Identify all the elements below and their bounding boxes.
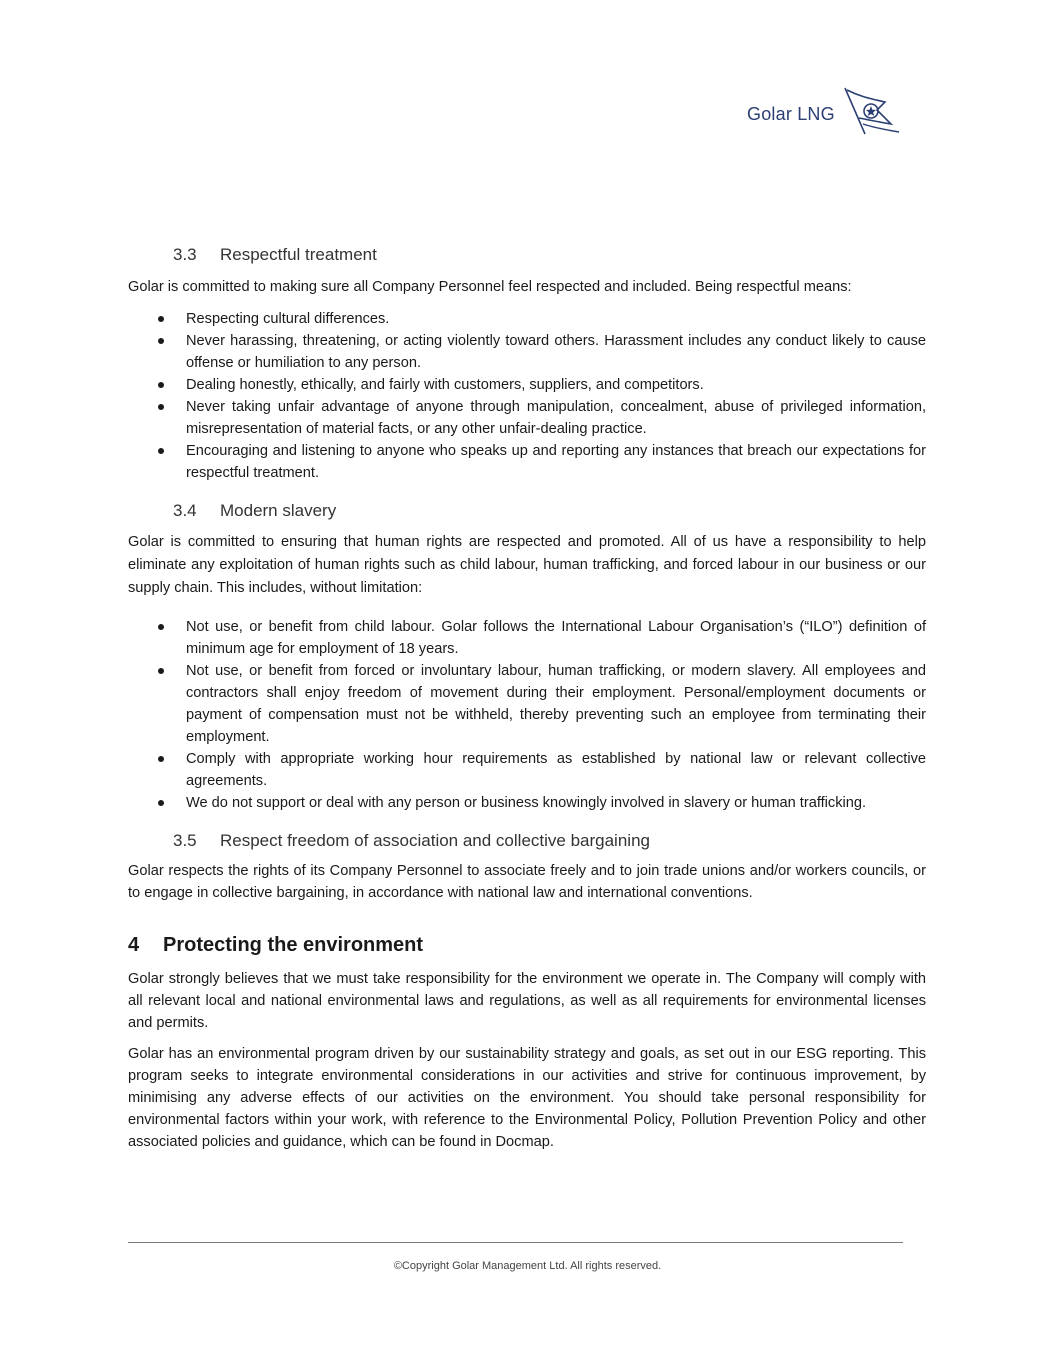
footer-divider xyxy=(128,1242,903,1243)
section-3-3-list xyxy=(128,308,926,484)
list-item: We do not support or deal with any person or business knowingly involved in slavery or human trafficking. xyxy=(128,792,926,814)
footer-copyright: ©Copyright Golar Management Ltd. All rights reserved. xyxy=(393,1260,662,1272)
section-3-4-heading: 3.4 Modern slavery xyxy=(173,501,337,520)
logo-text: Golar LNG xyxy=(747,104,835,124)
section-3-3-intro: Golar is committed to making sure all Company Personnel feel respected and included. Being respectful means: xyxy=(128,279,852,295)
list-item: Dealing honestly, ethically, and fairly with customers, suppliers, and competitors. xyxy=(128,374,926,396)
list-item: Not use, or benefit from child labour. Golar follows the International Labour Organisation’s (“ILO”) definition of minimum age for employment of 18 years. xyxy=(128,616,926,660)
section-3-4-list xyxy=(128,616,926,814)
list-item: Comply with appropriate working hour requirements as established by national law or relevant collective agreements. xyxy=(128,748,926,792)
list-item: Never harassing, threatening, or acting violently toward others. Harassment includes any conduct likely to cause offense or humiliation to any person. xyxy=(128,330,926,374)
section-4-paragraph-2: Golar has an environmental program driven by our sustainability strategy and goals, as set out in our ESG reporting. This program seeks to integrate environmental considerations in our activities and strive for continuous improvement, by minimising any adverse effects of our activities on the environment. You should take personal responsibility for environmental factors within your work, with reference to the Environmental Policy, Pollution Prevention Policy and other associated policies and guidance, which can be found in Docmap. xyxy=(128,1046,926,1150)
section-4-paragraph-1: Golar strongly believes that we must take responsibility for the environment we operate in. The Company will comply with all relevant local and national environmental laws and regulations, as well as all requirements for environmental licenses and permits. xyxy=(128,971,926,1031)
section-3-5-body: Golar respects the rights of its Company Personnel to associate freely and to join trade unions and/or workers councils, or to engage in collective bargaining, in accordance with national law and international conventions. xyxy=(128,863,926,901)
section-3-3-heading: 3.3 Respectful treatment xyxy=(173,245,377,264)
section-3-5-heading: 3.5 Respect freedom of association and collective bargaining xyxy=(173,831,650,850)
flag-logo-icon xyxy=(841,84,907,142)
list-item: Encouraging and listening to anyone who speaks up and reporting any instances that breach our expectations for respectful treatment. xyxy=(128,440,926,484)
list-item: Respecting cultural differences. xyxy=(128,308,926,330)
list-item: Not use, or benefit from forced or involuntary labour, human trafficking, or modern slavery. All employees and contractors shall enjoy freedom of movement during their employment. Personal/employment documents or payment of compensation must not be withheld, thereby preventing such an employee from terminating their employment. xyxy=(128,660,926,748)
section-4-heading: 4 Protecting the environment xyxy=(128,934,424,956)
document-body xyxy=(128,242,926,1153)
section-3-4-intro: Golar is committed to ensuring that human rights are respected and promoted. All of us have a responsibility to help eliminate any exploitation of human rights such as child labour, human trafficking, and forced labour in our business or our supply chain. This includes, without limitation: xyxy=(128,534,926,596)
company-logo xyxy=(745,84,910,142)
list-item: Never taking unfair advantage of anyone through manipulation, concealment, abuse of privileged information, misrepresentation of material facts, or any other unfair-dealing practice. xyxy=(128,396,926,440)
